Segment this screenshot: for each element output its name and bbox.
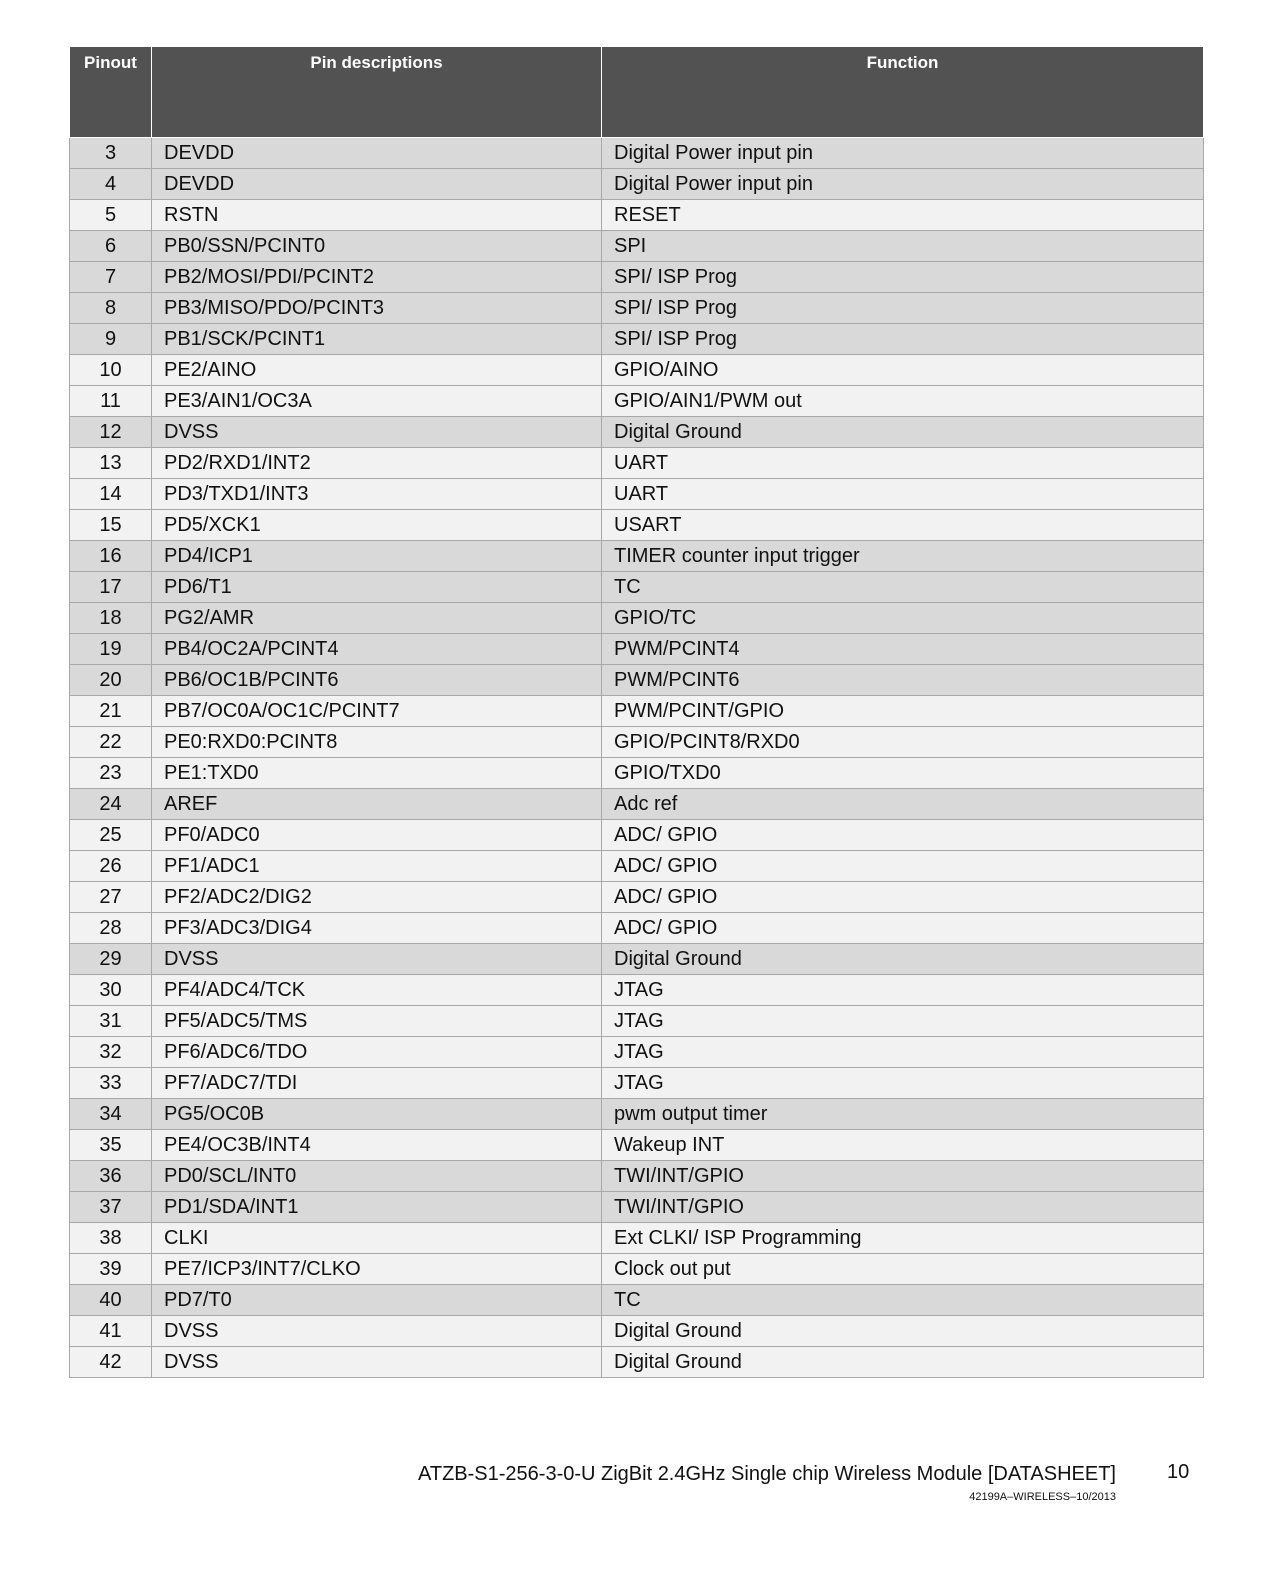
function-cell: GPIO/PCINT8/RXD0 xyxy=(602,727,1204,758)
pin-cell: 27 xyxy=(70,882,152,913)
pin-cell: 33 xyxy=(70,1068,152,1099)
table-row xyxy=(70,944,1204,975)
desc-cell: PE1:TXD0 xyxy=(152,758,602,789)
pin-cell: 38 xyxy=(70,1223,152,1254)
desc-cell: PB0/SSN/PCINT0 xyxy=(152,231,602,262)
pin-cell: 21 xyxy=(70,696,152,727)
table-row xyxy=(70,820,1204,851)
desc-cell: PF4/ADC4/TCK xyxy=(152,975,602,1006)
table-row xyxy=(70,758,1204,789)
desc-cell: DVSS xyxy=(152,1316,602,1347)
table-row xyxy=(70,665,1204,696)
function-cell: TWI/INT/GPIO xyxy=(602,1192,1204,1223)
function-cell: Adc ref xyxy=(602,789,1204,820)
desc-cell: PB4/OC2A/PCINT4 xyxy=(152,634,602,665)
desc-cell: PE4/OC3B/INT4 xyxy=(152,1130,602,1161)
function-cell: GPIO/AIN1/PWM out xyxy=(602,386,1204,417)
desc-cell: PF0/ADC0 xyxy=(152,820,602,851)
footer-doc-id: 42199A–WIRELESS–10/2013 xyxy=(969,1491,1116,1503)
pin-cell: 29 xyxy=(70,944,152,975)
desc-cell: PD2/RXD1/INT2 xyxy=(152,448,602,479)
pin-cell: 19 xyxy=(70,634,152,665)
header-function: Function xyxy=(602,47,1204,138)
table-row xyxy=(70,262,1204,293)
pin-cell: 7 xyxy=(70,262,152,293)
table-row xyxy=(70,138,1204,169)
pin-cell: 36 xyxy=(70,1161,152,1192)
desc-cell: PB1/SCK/PCINT1 xyxy=(152,324,602,355)
pin-cell: 17 xyxy=(70,572,152,603)
desc-cell: PF7/ADC7/TDI xyxy=(152,1068,602,1099)
table-row xyxy=(70,1130,1204,1161)
desc-cell: PE3/AIN1/OC3A xyxy=(152,386,602,417)
function-cell: Ext CLKI/ ISP Programming xyxy=(602,1223,1204,1254)
pin-cell: 9 xyxy=(70,324,152,355)
pin-cell: 12 xyxy=(70,417,152,448)
pin-cell: 24 xyxy=(70,789,152,820)
pin-cell: 20 xyxy=(70,665,152,696)
function-cell: PWM/PCINT4 xyxy=(602,634,1204,665)
desc-cell: PB7/OC0A/OC1C/PCINT7 xyxy=(152,696,602,727)
table-row xyxy=(70,386,1204,417)
pin-cell: 18 xyxy=(70,603,152,634)
desc-cell: PD4/ICP1 xyxy=(152,541,602,572)
function-cell: TIMER counter input trigger xyxy=(602,541,1204,572)
pin-cell: 3 xyxy=(70,138,152,169)
function-cell: ADC/ GPIO xyxy=(602,820,1204,851)
pin-cell: 31 xyxy=(70,1006,152,1037)
table-row xyxy=(70,324,1204,355)
desc-cell: DVSS xyxy=(152,944,602,975)
pin-cell: 16 xyxy=(70,541,152,572)
function-cell: Digital Power input pin xyxy=(602,169,1204,200)
pin-cell: 42 xyxy=(70,1347,152,1378)
pin-cell: 13 xyxy=(70,448,152,479)
table-row xyxy=(70,200,1204,231)
desc-cell: PB2/MOSI/PDI/PCINT2 xyxy=(152,262,602,293)
table-row xyxy=(70,1285,1204,1316)
function-cell: SPI xyxy=(602,231,1204,262)
desc-cell: PF5/ADC5/TMS xyxy=(152,1006,602,1037)
desc-cell: CLKI xyxy=(152,1223,602,1254)
desc-cell: PF1/ADC1 xyxy=(152,851,602,882)
function-cell: PWM/PCINT/GPIO xyxy=(602,696,1204,727)
pin-cell: 40 xyxy=(70,1285,152,1316)
desc-cell: PB6/OC1B/PCINT6 xyxy=(152,665,602,696)
table-row xyxy=(70,510,1204,541)
pin-cell: 4 xyxy=(70,169,152,200)
function-cell: Digital Ground xyxy=(602,944,1204,975)
table-row xyxy=(70,882,1204,913)
desc-cell: PF6/ADC6/TDO xyxy=(152,1037,602,1068)
desc-cell: PD1/SDA/INT1 xyxy=(152,1192,602,1223)
table-row xyxy=(70,541,1204,572)
pin-cell: 15 xyxy=(70,510,152,541)
function-cell: USART xyxy=(602,510,1204,541)
table-row xyxy=(70,1006,1204,1037)
table-row xyxy=(70,293,1204,324)
pin-cell: 22 xyxy=(70,727,152,758)
header-pinout: Pinout xyxy=(70,47,152,138)
function-cell: UART xyxy=(602,448,1204,479)
desc-cell: PD0/SCL/INT0 xyxy=(152,1161,602,1192)
pin-cell: 41 xyxy=(70,1316,152,1347)
table-row xyxy=(70,169,1204,200)
desc-cell: PD3/TXD1/INT3 xyxy=(152,479,602,510)
function-cell: ADC/ GPIO xyxy=(602,913,1204,944)
function-cell: JTAG xyxy=(602,1068,1204,1099)
pin-cell: 25 xyxy=(70,820,152,851)
desc-cell: DVSS xyxy=(152,1347,602,1378)
pin-cell: 28 xyxy=(70,913,152,944)
desc-cell: PB3/MISO/PDO/PCINT3 xyxy=(152,293,602,324)
table-row xyxy=(70,572,1204,603)
function-cell: Digital Ground xyxy=(602,1316,1204,1347)
function-cell: JTAG xyxy=(602,1006,1204,1037)
table-header-row xyxy=(70,47,1204,138)
pin-cell: 26 xyxy=(70,851,152,882)
pin-cell: 32 xyxy=(70,1037,152,1068)
function-cell: RESET xyxy=(602,200,1204,231)
table-row xyxy=(70,1037,1204,1068)
table-row xyxy=(70,1161,1204,1192)
function-cell: JTAG xyxy=(602,975,1204,1006)
function-cell: Digital Ground xyxy=(602,417,1204,448)
footer-title: ATZB-S1-256-3-0-U ZigBit 2.4GHz Single chip Wireless Module [DATASHEET] xyxy=(418,1463,1116,1485)
table-row xyxy=(70,231,1204,262)
pin-cell: 8 xyxy=(70,293,152,324)
desc-cell: PE7/ICP3/INT7/CLKO xyxy=(152,1254,602,1285)
table-row xyxy=(70,1254,1204,1285)
table-row xyxy=(70,789,1204,820)
desc-cell: DEVDD xyxy=(152,138,602,169)
function-cell: GPIO/TC xyxy=(602,603,1204,634)
desc-cell: DEVDD xyxy=(152,169,602,200)
page-number: 10 xyxy=(1167,1461,1190,1483)
header-pin-descriptions: Pin descriptions xyxy=(152,47,602,138)
function-cell: SPI/ ISP Prog xyxy=(602,324,1204,355)
function-cell: TC xyxy=(602,1285,1204,1316)
pin-cell: 30 xyxy=(70,975,152,1006)
function-cell: PWM/PCINT6 xyxy=(602,665,1204,696)
function-cell: ADC/ GPIO xyxy=(602,851,1204,882)
pin-cell: 5 xyxy=(70,200,152,231)
pin-cell: 11 xyxy=(70,386,152,417)
desc-cell: PE0:RXD0:PCINT8 xyxy=(152,727,602,758)
function-cell: Digital Power input pin xyxy=(602,138,1204,169)
desc-cell: AREF xyxy=(152,789,602,820)
pin-cell: 34 xyxy=(70,1099,152,1130)
table-row xyxy=(70,448,1204,479)
desc-cell: PD7/T0 xyxy=(152,1285,602,1316)
pin-cell: 37 xyxy=(70,1192,152,1223)
table-row xyxy=(70,1316,1204,1347)
pin-cell: 6 xyxy=(70,231,152,262)
desc-cell: RSTN xyxy=(152,200,602,231)
function-cell: GPIO/AINO xyxy=(602,355,1204,386)
table-row xyxy=(70,913,1204,944)
table-row xyxy=(70,417,1204,448)
desc-cell: PF2/ADC2/DIG2 xyxy=(152,882,602,913)
function-cell: UART xyxy=(602,479,1204,510)
pin-table xyxy=(69,46,1204,1378)
table-row xyxy=(70,975,1204,1006)
desc-cell: PG2/AMR xyxy=(152,603,602,634)
function-cell: GPIO/TXD0 xyxy=(602,758,1204,789)
function-cell: SPI/ ISP Prog xyxy=(602,262,1204,293)
table-row xyxy=(70,851,1204,882)
function-cell: pwm output timer xyxy=(602,1099,1204,1130)
table-row xyxy=(70,1347,1204,1378)
desc-cell: DVSS xyxy=(152,417,602,448)
function-cell: Wakeup INT xyxy=(602,1130,1204,1161)
function-cell: TWI/INT/GPIO xyxy=(602,1161,1204,1192)
pin-cell: 14 xyxy=(70,479,152,510)
table-row xyxy=(70,1192,1204,1223)
function-cell: Digital Ground xyxy=(602,1347,1204,1378)
desc-cell: PE2/AINO xyxy=(152,355,602,386)
table-row xyxy=(70,355,1204,386)
desc-cell: PG5/OC0B xyxy=(152,1099,602,1130)
table-row xyxy=(70,634,1204,665)
function-cell: SPI/ ISP Prog xyxy=(602,293,1204,324)
function-cell: Clock out put xyxy=(602,1254,1204,1285)
pin-cell: 39 xyxy=(70,1254,152,1285)
function-cell: JTAG xyxy=(602,1037,1204,1068)
table-row xyxy=(70,696,1204,727)
pin-cell: 10 xyxy=(70,355,152,386)
pin-cell: 35 xyxy=(70,1130,152,1161)
function-cell: TC xyxy=(602,572,1204,603)
function-cell: ADC/ GPIO xyxy=(602,882,1204,913)
desc-cell: PF3/ADC3/DIG4 xyxy=(152,913,602,944)
table-row xyxy=(70,1223,1204,1254)
table-row xyxy=(70,603,1204,634)
pin-cell: 23 xyxy=(70,758,152,789)
table-row xyxy=(70,727,1204,758)
desc-cell: PD5/XCK1 xyxy=(152,510,602,541)
table-row xyxy=(70,479,1204,510)
desc-cell: PD6/T1 xyxy=(152,572,602,603)
table-row xyxy=(70,1068,1204,1099)
table-row xyxy=(70,1099,1204,1130)
